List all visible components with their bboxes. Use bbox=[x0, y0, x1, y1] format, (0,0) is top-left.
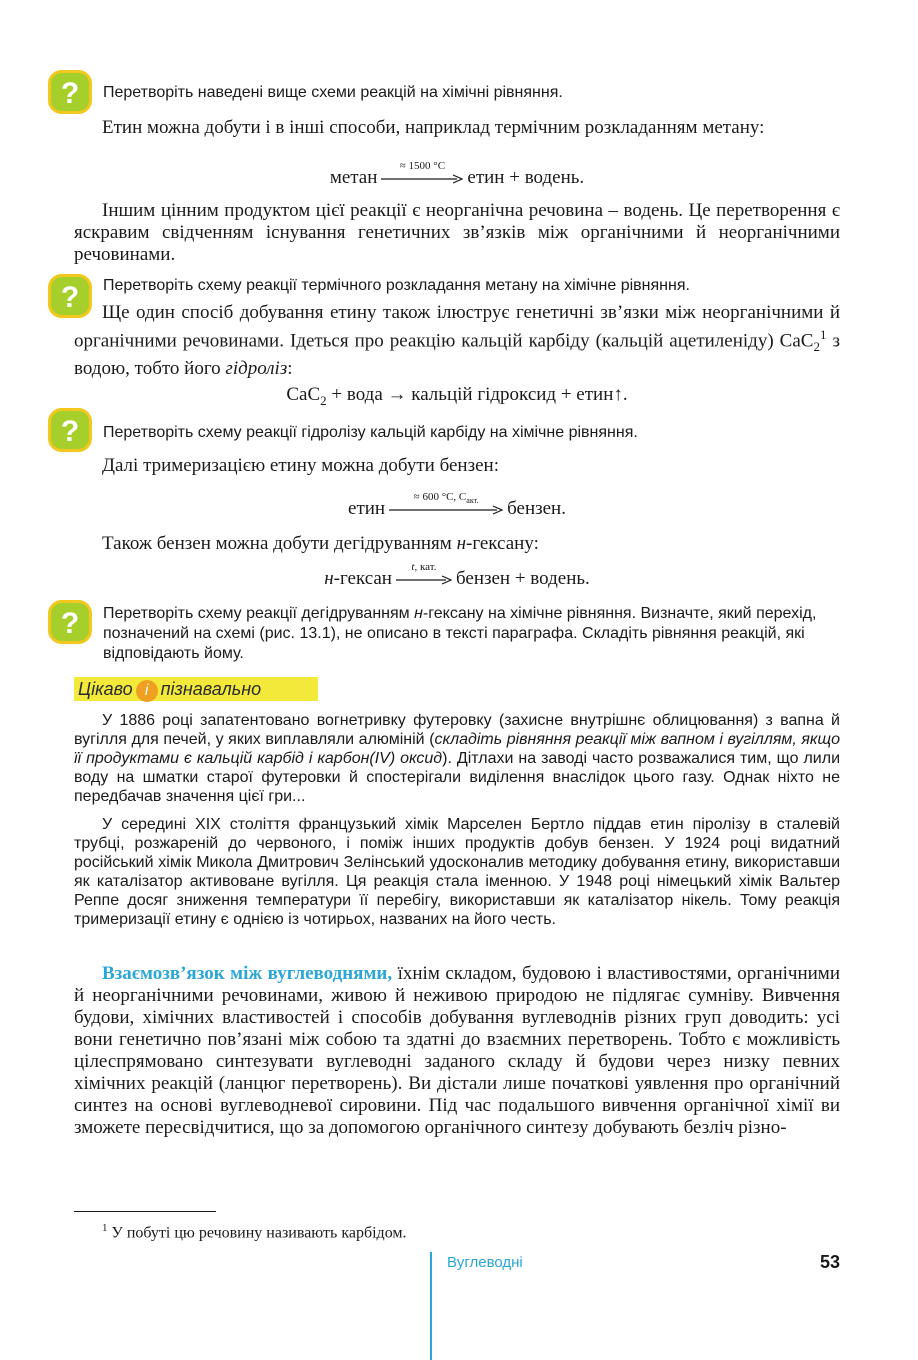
paragraph-1: Етин можна добути і в інші способи, наприклад термічним розкладанням метану: bbox=[102, 117, 765, 138]
interesting-box-title: Цікаво і пізнавально bbox=[74, 677, 318, 701]
info-circle-icon: і bbox=[136, 680, 158, 702]
footnote: $^1$ У побуті цю речовину називають карбідом. bbox=[102, 1222, 407, 1242]
running-title: Вуглеводні bbox=[447, 1254, 523, 1271]
paragraph-6: Взаємозв’язок між вуглеводнями, їхнім складом, будовою і властивостями, органічними й неорганічними речовинами, живою й неживою природою не підлягає сумніву. Вивчення будови, хімічних властивостей і способів добування вуглеводнів різних груп доводить: усі вони генетично пов’язані між собою та здатні до взаємних перетворень. Тобто є можливість цілеспрямовано синтезувати вуглеводні заданого складу й будови через низку певних хімічних реакцій (ланцюг перетворень). Ви дістали лише початкові уявлення про органічний синтез на основі вуглеводневої сировини. Під час подальшого вивчення органічної хімії ви зможете пересвідчитися, що за допомогою органічного синтезу добувають безліч різно- bbox=[74, 963, 840, 1138]
equation-3: етин ≈ 600 °C, $C_{акт.}$ бензен. bbox=[348, 490, 566, 519]
fact-paragraph-2: У середині XIX століття французький хімік Марселен Бертло піддав етин піролізу в сталевій трубці, розжареній до червоного, і поміж інших продуктів добув бензен. У 1924 році видатний російський хімік Микола Дмитрович Зелінський удосконалив методику добування етину, використавши як каталізатор активоване вугілля. Ця реакція стала іменною. У 1948 році німецький хімік Вальтер Реппе досяг зниження температури її перебігу, використавши як каталізатор нікель. Тому реакція тримеризації етину є однією із чотирьох, названих на його честь. bbox=[74, 816, 840, 928]
task-1: Перетворіть наведені вище схеми реакцій на хімічні рівняння. bbox=[103, 84, 563, 101]
paragraph-2: Іншим цінним продуктом цієї реакції є неорганічна речовина – водень. Це перетворення є яскравим свідченням існування генетичних зв’язків між органічними й неорганічними речовинами. bbox=[74, 200, 840, 265]
paragraph-5: Також бензен можна добути дегідруванням н-гексану: bbox=[102, 533, 539, 554]
task-2: Перетворіть схему реакції термічного розкладання метану на хімічне рівняння. bbox=[103, 277, 690, 294]
equation-2: CaC$_2$ + вода → кальцій гідроксид + етин↑. bbox=[286, 384, 628, 408]
svg-text:?: ? bbox=[60, 607, 80, 640]
equation-4: н-гексан t, кат. бензен + водень. bbox=[324, 560, 590, 589]
svg-text:?: ? bbox=[60, 77, 80, 110]
task-3: Перетворіть схему реакції гідролізу кальцій карбіду на хімічне рівняння. bbox=[103, 424, 638, 441]
paragraph-3: Ще один спосіб добування етину також ілюструє генетичні зв’язки між неорганічними й органічними речовинами. Ідеться про реакцію кальцій карбіду (кальцій ацетиленіду) CaC$_2^1$ з водою, тобто його гідроліз: bbox=[74, 302, 840, 380]
fact-paragraph-1: У 1886 році запатентовано вогнетривку футеровку (захисне внутрішнє облицювання) з вапна й вугілля для печей, у яких виплавляли алюміній (складіть рівняння реакції між вапном і вугіллям, якщо її продуктами є кальцій карбід і карбон(IV) оксид). Дітлахи на заводі часто розважалися тим, що лили воду на шматки старої футеровки й спостерігали виділення внаслідок цього газу. Однак ніхто не передбачав значення цієї гри... bbox=[74, 712, 840, 805]
question-icon bbox=[48, 408, 92, 452]
footnote-divider bbox=[74, 1211, 216, 1212]
footer-divider bbox=[430, 1252, 432, 1360]
svg-text:?: ? bbox=[60, 281, 80, 314]
question-icon bbox=[48, 600, 92, 644]
paragraph-4: Далі тримеризацією етину можна добути бензен: bbox=[102, 455, 499, 476]
page-number: 53 bbox=[819, 1252, 840, 1272]
equation-1: метан ≈ 1500 °C етин + водень. bbox=[329, 159, 585, 188]
svg-text:?: ? bbox=[60, 415, 80, 448]
question-icon bbox=[48, 70, 92, 114]
task-4: Перетворіть схему реакції дегідруванням н-гексану на хімічне рівняння. Визначте, який перехід, позначений на схемі (рис. 13.1), не описано в тексті параграфа. Складіть рівняння реакцій, які відповідають йому. bbox=[103, 605, 817, 662]
